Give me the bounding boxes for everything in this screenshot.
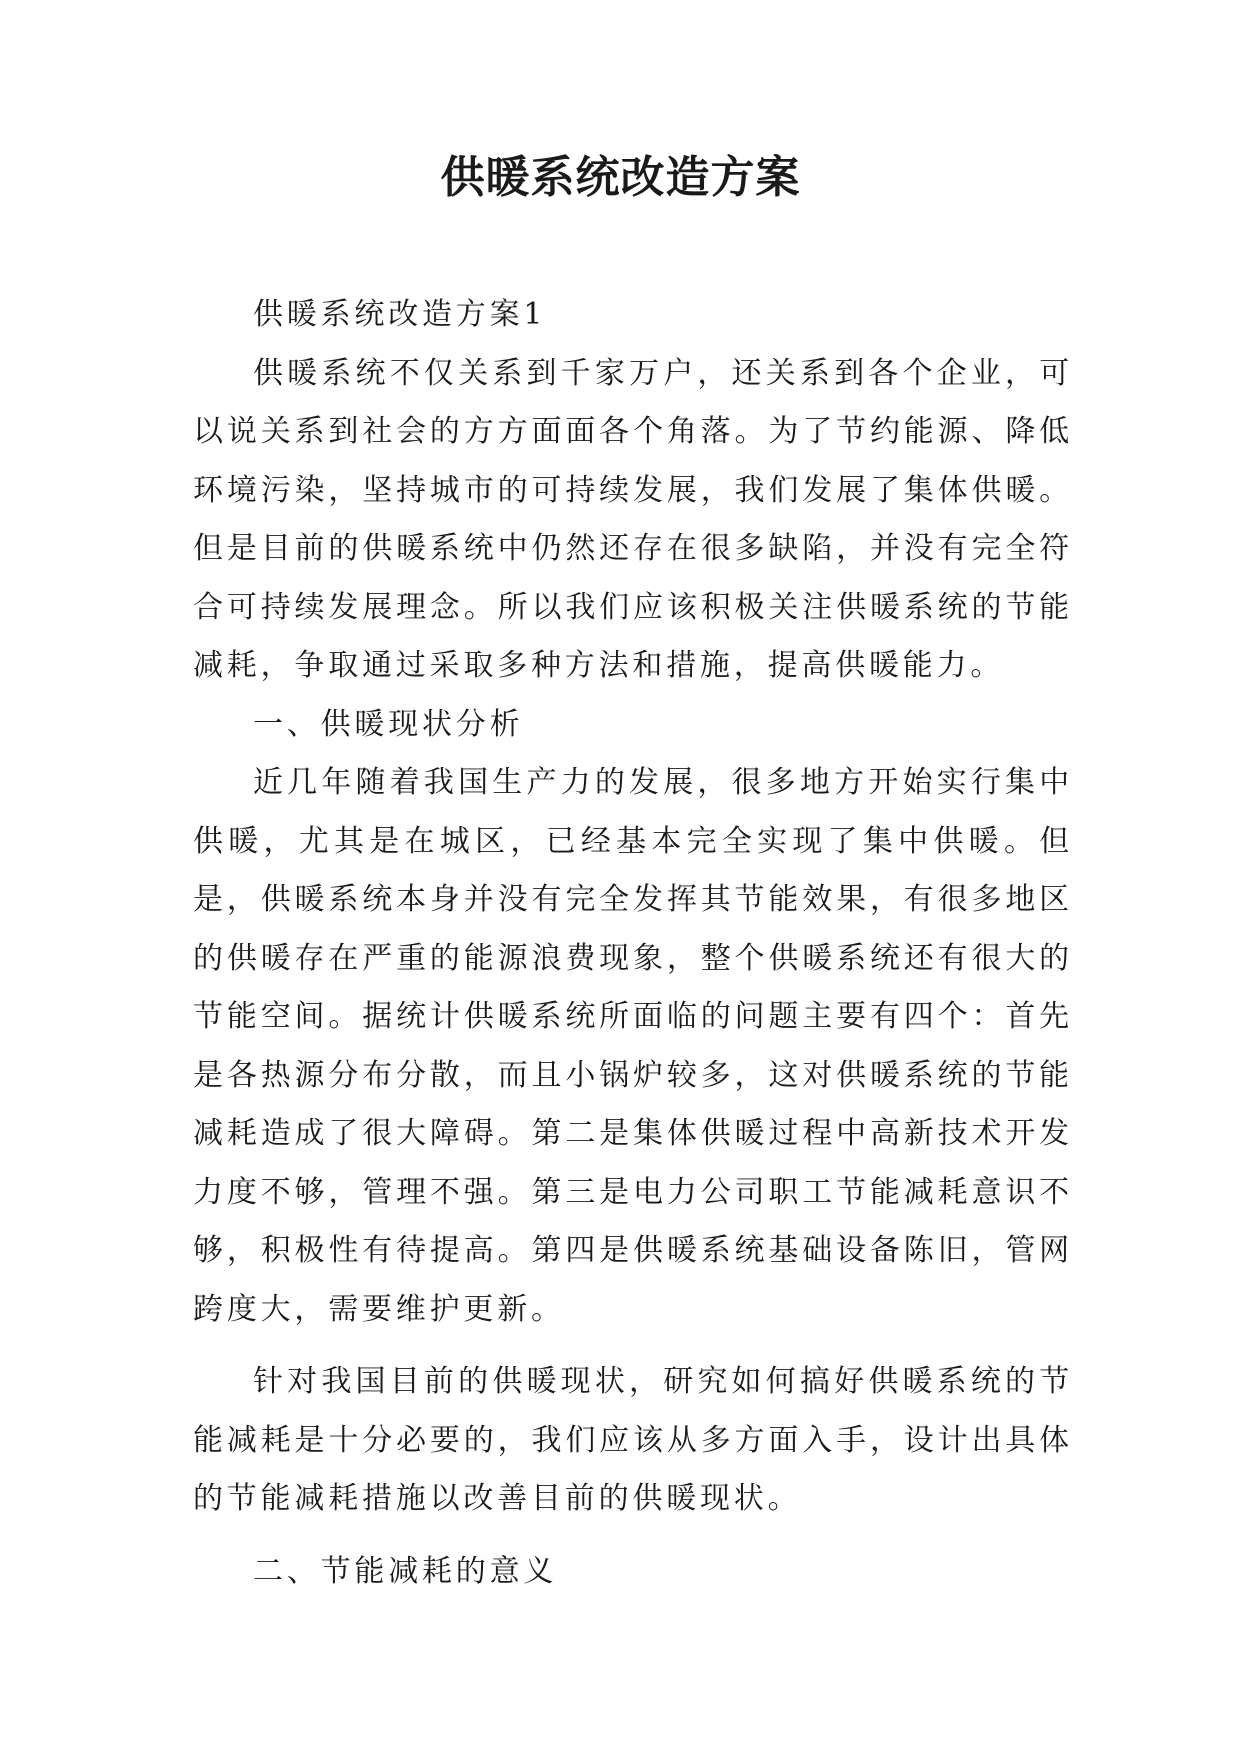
paragraph-intro: 供暖系统不仅关系到千家万户，还关系到各个企业，可以说关系到社会的方方面面各个角落。为了节约能源、降低环境污染，坚持城市的可持续发展，我们发展了集体供暖。但是目前的供暖系统中仍然还存在很多缺陷，并没有完全符合可持续发展理念。所以我们应该积极关注供暖系统的节能减耗，争取通过采取多种方法和措施，提高供暖能力。 <box>193 355 1073 683</box>
document-title: 供暖系统改造方案 <box>440 152 801 203</box>
document-body <box>193 286 1073 1601</box>
section-heading-significance: 二、节能减耗的意义 <box>253 1553 558 1589</box>
section-subtitle: 供暖系统改造方案1 <box>253 297 547 332</box>
section-heading-current-status: 一、供暖现状分析 <box>253 706 524 742</box>
paragraph-conclusion: 针对我国目前的供暖现状，研究如何搞好供暖系统的节能减耗是十分必要的，我们应该从多方面入手，设计出具体的节能减耗措施以改善目前的供暖现状。 <box>193 1364 1073 1516</box>
paragraph-current-status: 近几年随着我国生产力的发展，很多地方开始实行集中供暖，尤其是在城区，已经基本完全实现了集中供暖。但是，供暖系统本身并没有完全发挥其节能效果，有很多地区的供暖存在严重的能源浪费现象，整个供暖系统还有很大的节能空间。据统计供暖系统所面临的问题主要有四个：首先是各热源分布分散，而且小锅炉较多，这对供暖系统的节能减耗造成了很大障碍。第二是集体供暖过程中高新技术开发力度不够，管理不强。第三是电力公司职工节能减耗意识不够，积极性有待提高。第四是供暖系统基础设备陈旧，管网跨度大，需要维护更新。 <box>193 765 1073 1327</box>
